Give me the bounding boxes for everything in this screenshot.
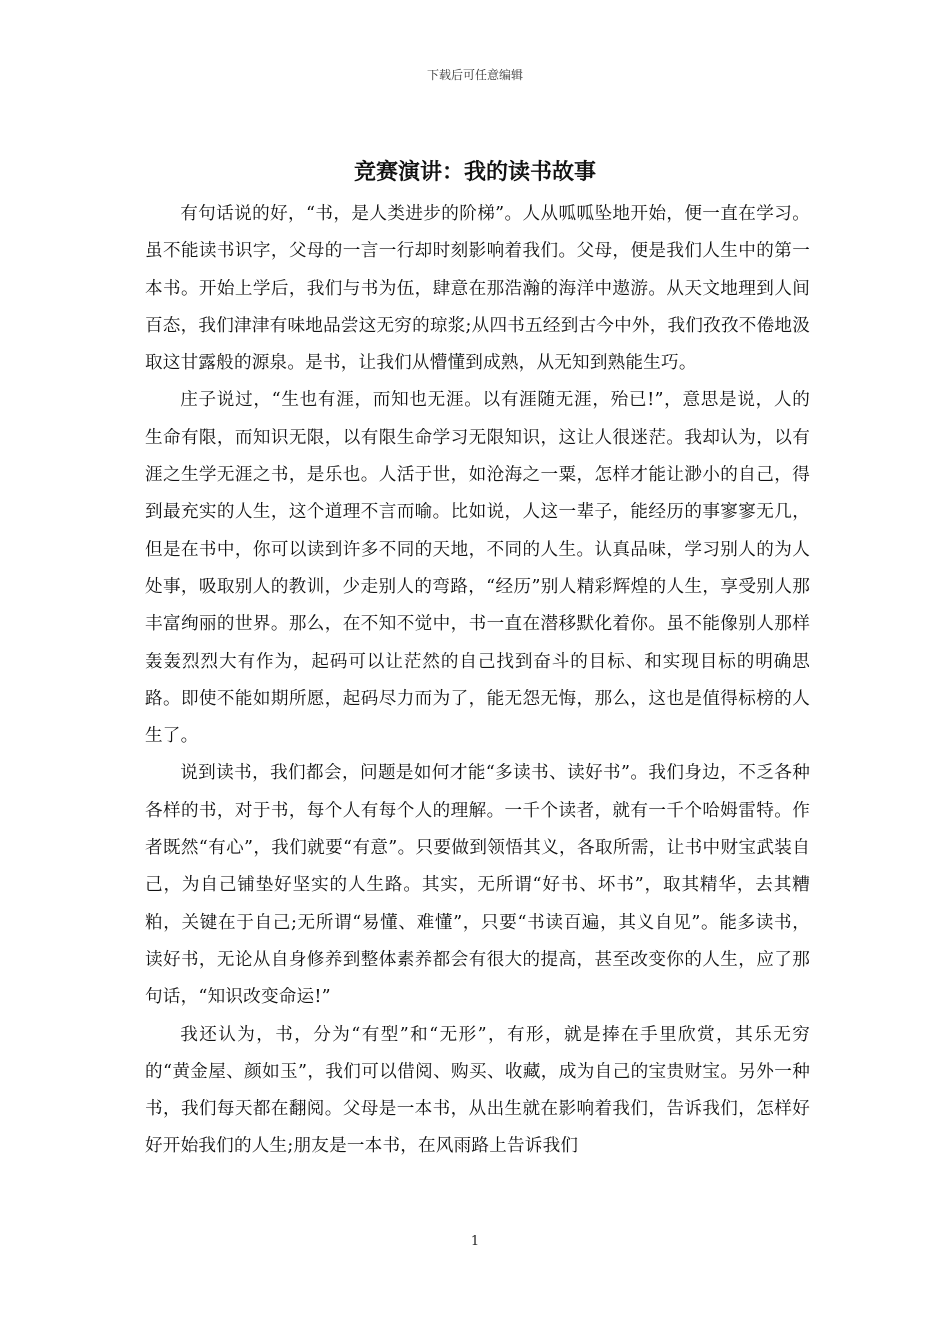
- page-header-note: 下载后可任意编辑: [426, 68, 523, 82]
- document-title: 竞赛演讲：我的读书故事: [353, 159, 596, 185]
- page-number: 1: [470, 1234, 480, 1249]
- paragraph-1: 有句话说的好，“书，是人类进步的阶梯”。人从呱呱坠地开始，便一直在学习。虽不能读书识字，父母的一言一行却时刻影响着我们。父母，便是我们人生中的第一本书。开始上学后，我们与书为伍，肆意在那浩瀚的海洋中遨游。从天文地理到人间百态，我们津津有味地品尝这无穷的琼浆;从四书五经到古今中外，我们孜孜不倦地汲取这甘露般的源泉。是书，让我们从懵懂到成熟，从无知到熟能生巧。: [145, 204, 810, 374]
- paragraph-4: 我还认为，书，分为“有型”和“无形”，有形，就是捧在手里欣赏，其乐无穷的“黄金屋、颜如玉”，我们可以借阅、购买、收藏，成为自己的宝贵财宝。另外一种书，我们每天都在翻阅。父母是一本书，从出生就在影响着我们，告诉我们，怎样好好开始我们的人生;朋友是一本书，在风雨路上告诉我们: [145, 1024, 810, 1157]
- paragraph-3: 说到读书，我们都会，问题是如何才能“多读书、读好书”。我们身边，不乏各种各样的书，对于书，每个人有每个人的理解。一千个读者，就有一千个哈姆雷特。作者既然“有心”，我们就要“有意”。只要做到领悟其义，各取所需，让书中财宝武装自己，为自己铺垫好坚实的人生路。其实，无所谓“好书、坏书”，取其精华，去其糟粕，关键在于自己;无所谓“易懂、难懂”，只要“书读百遍，其义自见”。能多读书，读好书，无论从自身修养到整体素养都会有很大的提高，甚至改变你的人生，应了那句话，“知识改变命运!”: [145, 763, 810, 1008]
- document-body: [145, 196, 810, 1166]
- paragraph-2: 庄子说过，“生也有涯，而知也无涯。以有涯随无涯，殆已!”，意思是说，人的生命有限，而知识无限，以有限生命学习无限知识，这让人很迷茫。我却认为，以有涯之生学无涯之书，是乐也。人活于世，如沧海之一粟，怎样才能让渺小的自己，得到最充实的人生，这个道理不言而喻。比如说，人这一辈子，能经历的事寥寥无几，但是在书中，你可以读到许多不同的天地，不同的人生。认真品味，学习别人的为人处事，吸取别人的教训，少走别人的弯路，“经历”别人精彩辉煌的人生，享受别人那丰富绚丽的世界。那么，在不知不觉中，书一直在潜移默化着你。虽不能像别人那样轰轰烈烈大有作为，起码可以让茫然的自己找到奋斗的目标、和实现目标的明确思路。即使不能如期所愿，起码尽力而为了，能无怨无悔，那么，这也是值得标榜的人生了。: [145, 390, 810, 747]
